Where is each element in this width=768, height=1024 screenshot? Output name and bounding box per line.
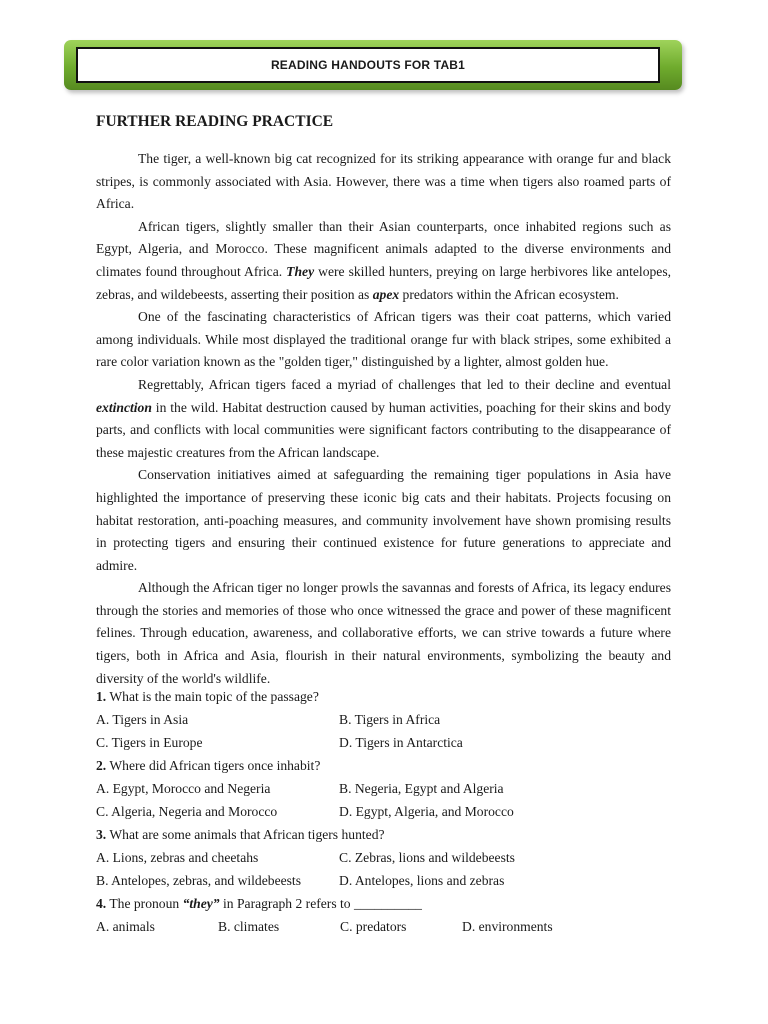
paragraph-2: African tigers, slightly smaller than their Asian counterparts, once inhabited regions such as Egypt, Algeria, and Morocco. These magnificent animals adapted to the diverse environments and climates found throughout Africa. They were skilled hunters, preying on large herbivores like antelopes, zebras, and wildebeests, asserting their position as apex predators within the African ecosystem. — [96, 218, 672, 302]
option[interactable]: C. Tigers in Europe — [96, 735, 203, 750]
question-4: 4. The pronoun “they” in Paragraph 2 refers to __________ — [96, 896, 422, 911]
section-heading: FURTHER READING PRACTICE — [96, 113, 334, 130]
option[interactable]: C. predators — [340, 919, 407, 934]
option[interactable]: B. Negeria, Egypt and Algeria — [339, 781, 504, 796]
header-title: READING HANDOUTS FOR TAB1 — [76, 47, 660, 83]
question-2: 2. Where did African tigers once inhabit? — [96, 758, 321, 773]
option[interactable]: B. climates — [218, 919, 280, 934]
option[interactable]: A. animals — [96, 919, 155, 934]
option[interactable]: D. environments — [462, 919, 553, 934]
paragraph-1: The tiger, a well-known big cat recognized for its striking appearance with orange fur and black stripes, is commonly associated with Asia. However, there was a time when tigers also roamed parts of Africa. — [96, 151, 671, 212]
keyword-extinction: extinction — [96, 399, 152, 415]
option[interactable]: C. Zebras, lions and wildebeests — [339, 850, 515, 865]
option[interactable]: C. Algeria, Negeria and Morocco — [96, 804, 278, 819]
question-1-options-row-2 — [96, 731, 676, 754]
option[interactable]: A. Egypt, Morocco and Negeria — [96, 781, 271, 796]
question-1-options-row-1 — [96, 708, 676, 731]
question-3-options-row-2 — [96, 869, 676, 892]
keyword-apex: apex — [372, 286, 400, 302]
paragraph-3: One of the fascinating characteristics of African tigers was their coat patterns, which varied among individuals. While most displayed the traditional orange fur with black stripes, some exhibited a rare color variation known as the "golden tiger," distinguished by a lighter, almost golden hue. — [96, 309, 671, 370]
question-2-options-row-1 — [96, 777, 676, 800]
keyword-they-quoted: “they” — [182, 896, 220, 911]
option[interactable]: B. Tigers in Africa — [339, 712, 441, 727]
reading-passage — [96, 148, 671, 690]
question-4-options-row — [96, 915, 676, 938]
option[interactable]: A. Lions, zebras and cheetahs — [96, 850, 259, 865]
question-list — [96, 685, 676, 938]
paragraph-4: Regrettably, African tigers faced a myriad of challenges that led to their decline and eventual extinction in the wild. Habitat destruction caused by human activities, poaching for their skins and body parts, and conflicts with local communities were significant factors contributing to the disappearance of these majestic creatures from the African landscape. — [96, 376, 671, 460]
question-2-options-row-2 — [96, 800, 676, 823]
keyword-they: They — [286, 263, 315, 279]
option[interactable]: D. Egypt, Algeria, and Morocco — [339, 804, 514, 819]
option[interactable]: B. Antelopes, zebras, and wildebeests — [96, 873, 301, 888]
question-1: 1. What is the main topic of the passage? — [96, 689, 319, 704]
paragraph-5: Conservation initiatives aimed at safeguarding the remaining tiger populations in Asia have highlighted the importance of preserving these iconic big cats and their habitats. Projects focusing on habitat restoration, anti-poaching measures, and community involvement have shown promising results in protecting tigers and ensuring their continued existence for future generations to appreciate and admire. — [96, 467, 671, 573]
paragraph-6: Although the African tiger no longer prowls the savannas and forests of Africa, its legacy endures through the stories and memories of those who once witnessed the grace and power of these magnificent felines. Through education, awareness, and collaborative efforts, we can strive towards a future where tigers, both in Africa and Asia, flourish in their natural environments, symbolizing the beauty and diversity of the world's wildlife. — [96, 580, 671, 686]
question-3-options-row-1 — [96, 846, 676, 869]
option[interactable]: D. Tigers in Antarctica — [339, 735, 463, 750]
option[interactable]: D. Antelopes, lions and zebras — [339, 873, 505, 888]
option[interactable]: A. Tigers in Asia — [96, 712, 189, 727]
header-banner — [64, 40, 682, 90]
question-3: 3. What are some animals that African tigers hunted? — [96, 827, 385, 842]
